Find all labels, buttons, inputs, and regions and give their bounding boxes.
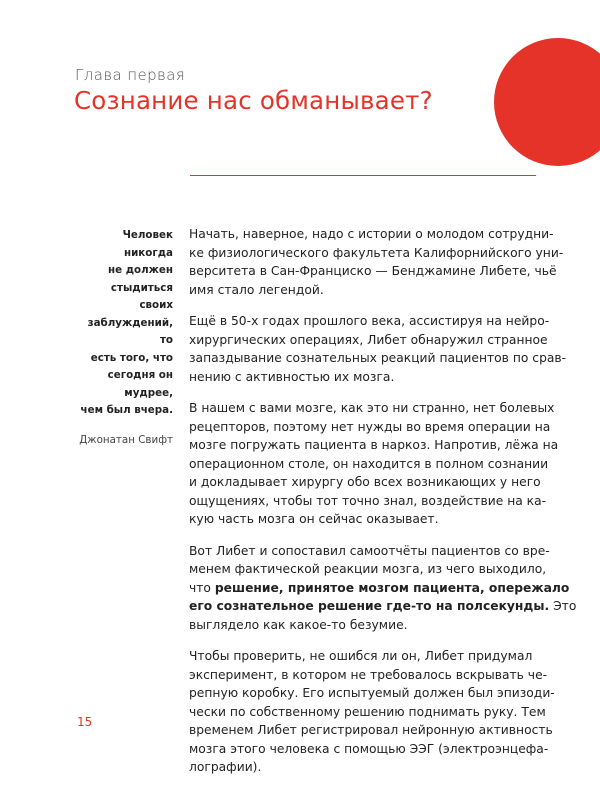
text-line bbox=[189, 579, 570, 598]
text-line: имя стало легендой. bbox=[189, 282, 324, 297]
text-line: Ещё в 50-х годах прошлого века, ассистируя на нейро- bbox=[189, 314, 550, 328]
paragraph-3 bbox=[189, 399, 559, 529]
text-line: В нашем с вами мозге, как это ни странно, нет болевых bbox=[189, 401, 555, 415]
text-line: и докладывает хирургу обо всех возникающих у него bbox=[189, 475, 541, 489]
text-line: Вот Либет и сопоставил самоотчёты пациентов со вре- bbox=[189, 543, 550, 558]
text-line: ке физиологического факультета Калифорнийского уни- bbox=[189, 245, 564, 260]
epigraph bbox=[75, 227, 173, 446]
epigraph-line: сегодня он мудрее, bbox=[107, 369, 173, 399]
text-fragment: что bbox=[189, 580, 215, 595]
paragraph-4 bbox=[189, 542, 577, 635]
text-line: репную коробку. Его испытуемый должен был эпизоди- bbox=[189, 686, 555, 700]
text-line: запаздывание сознательных реакций пациентов по срав- bbox=[189, 351, 567, 365]
epigraph-line: есть того, что bbox=[90, 351, 173, 364]
epigraph-quote bbox=[75, 227, 173, 420]
text-line: нению с активностью их мозга. bbox=[189, 369, 395, 384]
emphasis-text: его сознательное решение где-то на полсекунды. bbox=[189, 599, 550, 613]
text-line: Чтобы проверить, не ошибся ли он, Либет придумал bbox=[189, 649, 533, 663]
text-fragment: Это bbox=[549, 599, 577, 613]
text-line: хирургических операциях, Либет обнаружил странное bbox=[189, 332, 548, 347]
text-line: рецепторов, поэтому нет нужды во время операции на bbox=[189, 419, 551, 434]
text-line: мозге погружать пациента в наркоз. Напротив, лёжа на bbox=[189, 438, 559, 452]
text-line: верситета в Сан-Франциско — Бенджамине Либете, чьё bbox=[189, 264, 557, 278]
decorative-red-circle bbox=[494, 38, 600, 166]
epigraph-line: не должен bbox=[108, 264, 173, 276]
text-line: временем Либет регистрировал нейронную активность bbox=[189, 723, 553, 737]
text-line: мозга этого человека с помощью ЭЭГ (электроэнцефа- bbox=[189, 741, 549, 756]
chapter-divider bbox=[190, 175, 536, 176]
epigraph-line: заблуждений, то bbox=[87, 316, 173, 346]
paragraph-1 bbox=[189, 225, 564, 299]
text-line bbox=[189, 597, 577, 616]
text-line: выглядело как какое-то безумие. bbox=[189, 617, 408, 632]
text-line: эксперимент, в котором не требовалось вскрывать че- bbox=[189, 667, 548, 682]
epigraph-line: чем был вчера. bbox=[80, 404, 173, 416]
text-line: лографии). bbox=[189, 760, 262, 774]
text-line: кую часть мозга он сейчас оказывает. bbox=[189, 512, 439, 526]
epigraph-line: стыдиться своих bbox=[110, 281, 173, 311]
text-line: операционном столе, он находится в полном сознании bbox=[189, 456, 549, 471]
text-line: чески по собственному решению поднимать руку. Тем bbox=[189, 704, 546, 719]
epigraph-line: Человек никогда bbox=[122, 229, 173, 259]
chapter-title: Сознание нас обманывает? bbox=[74, 86, 433, 115]
text-line: ощущениях, чтобы тот точно знал, воздействие на ка- bbox=[189, 493, 547, 508]
text-line: менем фактической реакции мозга, из чего выходило, bbox=[189, 562, 547, 576]
paragraph-2 bbox=[189, 312, 567, 386]
text-line: Начать, наверное, надо с истории о молодом сотрудни- bbox=[189, 227, 554, 241]
epigraph-author: Джонатан Свифт bbox=[79, 433, 173, 446]
paragraph-5 bbox=[189, 647, 555, 777]
chapter-label: Глава первая bbox=[75, 66, 186, 84]
emphasis-text: решение, принятое мозгом пациента, опережало bbox=[214, 580, 570, 595]
page-number: 15 bbox=[77, 715, 93, 729]
body-text bbox=[189, 225, 577, 790]
